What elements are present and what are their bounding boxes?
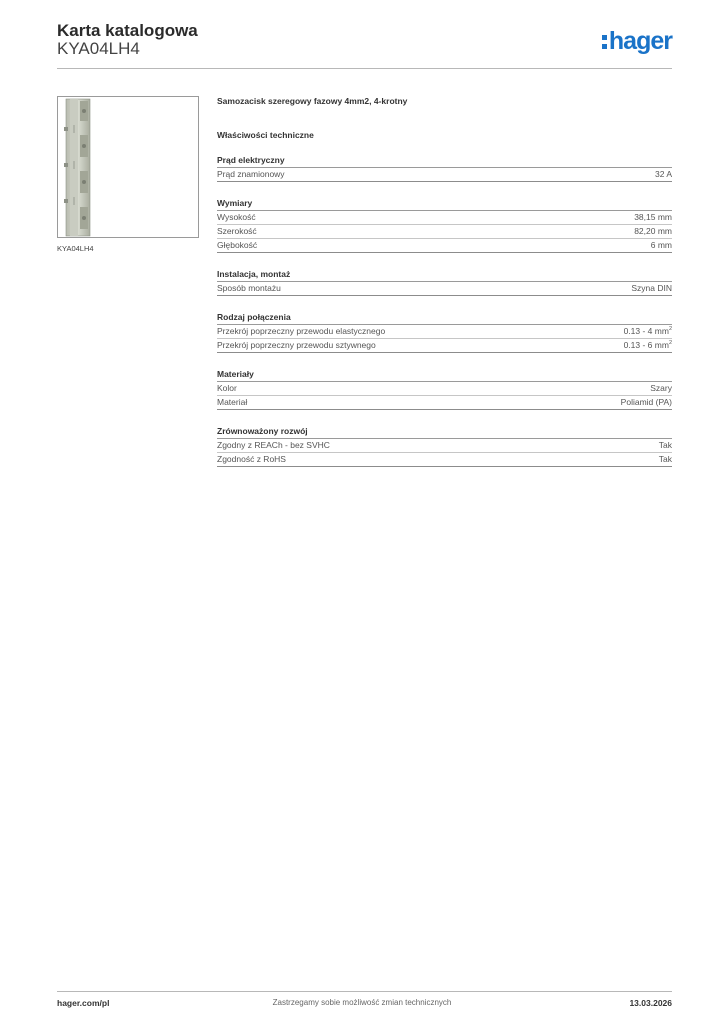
logo-text: hager bbox=[608, 26, 672, 55]
spec-label: Szerokość bbox=[217, 226, 257, 236]
spec-label: Sposób montażu bbox=[217, 283, 281, 293]
spec-value-text: 38,15 mm bbox=[634, 212, 672, 222]
document-title: Karta katalogowa bbox=[57, 21, 198, 40]
spec-value bbox=[631, 282, 672, 295]
spec-value-text: Tak bbox=[658, 454, 672, 464]
spec-group-heading: Wymiary bbox=[217, 198, 672, 211]
product-description: Samozacisk szeregowy fazowy 4mm2, 4-krotny bbox=[217, 96, 408, 106]
spec-row bbox=[217, 439, 672, 453]
spec-value bbox=[634, 211, 672, 224]
spec-label: Przekrój poprzeczny przewodu elastycznego bbox=[217, 326, 386, 336]
spec-group-heading: Materiały bbox=[217, 369, 672, 382]
spec-value bbox=[651, 239, 672, 252]
technical-properties-heading: Właściwości techniczne bbox=[217, 130, 314, 140]
spec-value-text: Poliamid (PA) bbox=[620, 397, 672, 407]
spec-value-text: Tak bbox=[658, 440, 672, 450]
spec-value-text: 6 mm bbox=[650, 240, 672, 250]
spec-group-heading: Prąd elektryczny bbox=[217, 155, 672, 168]
spec-value bbox=[621, 396, 672, 409]
spec-label: Głębokość bbox=[217, 240, 258, 250]
spec-row bbox=[217, 282, 672, 296]
spec-value-superscript: 2 bbox=[668, 326, 672, 332]
product-code: KYA04LH4 bbox=[57, 39, 140, 58]
spec-value bbox=[655, 168, 672, 181]
product-image-caption: KYA04LH4 bbox=[57, 244, 94, 253]
spec-row bbox=[217, 396, 672, 410]
spec-group bbox=[217, 426, 672, 467]
spec-row bbox=[217, 325, 672, 339]
spec-value bbox=[650, 382, 672, 395]
spec-row bbox=[217, 339, 672, 353]
spec-value-text: Szyna DIN bbox=[631, 283, 672, 293]
spec-label: Wysokość bbox=[217, 212, 256, 222]
spec-group bbox=[217, 312, 672, 353]
spec-row bbox=[217, 382, 672, 396]
header-divider bbox=[57, 68, 672, 69]
spec-group bbox=[217, 369, 672, 410]
spec-groups bbox=[217, 155, 672, 467]
spec-value-text: 0.13 - 6 mm bbox=[623, 340, 669, 350]
din-rail-terminal-image bbox=[58, 97, 198, 237]
spec-group-heading: Instalacja, montaż bbox=[217, 269, 672, 282]
spec-value bbox=[624, 339, 672, 352]
footer-disclaimer: Zastrzegamy sobie możliwość zmian technicznych bbox=[272, 998, 452, 1007]
logo-dots-icon bbox=[602, 35, 607, 49]
spec-group-heading: Zrównoważony rozwój bbox=[217, 426, 672, 439]
spec-value-text: Szary bbox=[650, 383, 672, 393]
spec-group bbox=[217, 269, 672, 296]
footer-divider bbox=[57, 991, 672, 992]
spec-group bbox=[217, 155, 672, 182]
spec-row bbox=[217, 168, 672, 182]
spec-value bbox=[659, 439, 672, 452]
spec-value bbox=[634, 225, 672, 238]
spec-row bbox=[217, 453, 672, 467]
spec-group bbox=[217, 198, 672, 253]
spec-label: Zgodny z REACh - bez SVHC bbox=[217, 440, 330, 450]
spec-label: Materiał bbox=[217, 397, 248, 407]
footer-date: 13.03.2026 bbox=[629, 998, 672, 1008]
page-header bbox=[57, 20, 672, 70]
spec-value-text: 32 A bbox=[654, 169, 672, 179]
spec-value-text: 0.13 - 4 mm bbox=[623, 326, 669, 336]
spec-value bbox=[659, 453, 672, 466]
spec-label: Zgodność z RoHS bbox=[217, 454, 286, 464]
spec-label: Przekrój poprzeczny przewodu sztywnego bbox=[217, 340, 376, 350]
spec-group-heading: Rodzaj połączenia bbox=[217, 312, 672, 325]
spec-row bbox=[217, 225, 672, 239]
spec-section bbox=[217, 96, 672, 467]
spec-value-superscript: 2 bbox=[668, 340, 672, 346]
spec-label: Kolor bbox=[217, 383, 237, 393]
footer-website[interactable]: hager.com/pl bbox=[57, 998, 110, 1008]
hager-logo bbox=[602, 27, 672, 55]
spec-row bbox=[217, 211, 672, 225]
spec-value-text: 82,20 mm bbox=[634, 226, 672, 236]
spec-value bbox=[624, 325, 672, 338]
spec-row bbox=[217, 239, 672, 253]
spec-label: Prąd znamionowy bbox=[217, 169, 285, 179]
product-image-frame bbox=[57, 96, 199, 238]
